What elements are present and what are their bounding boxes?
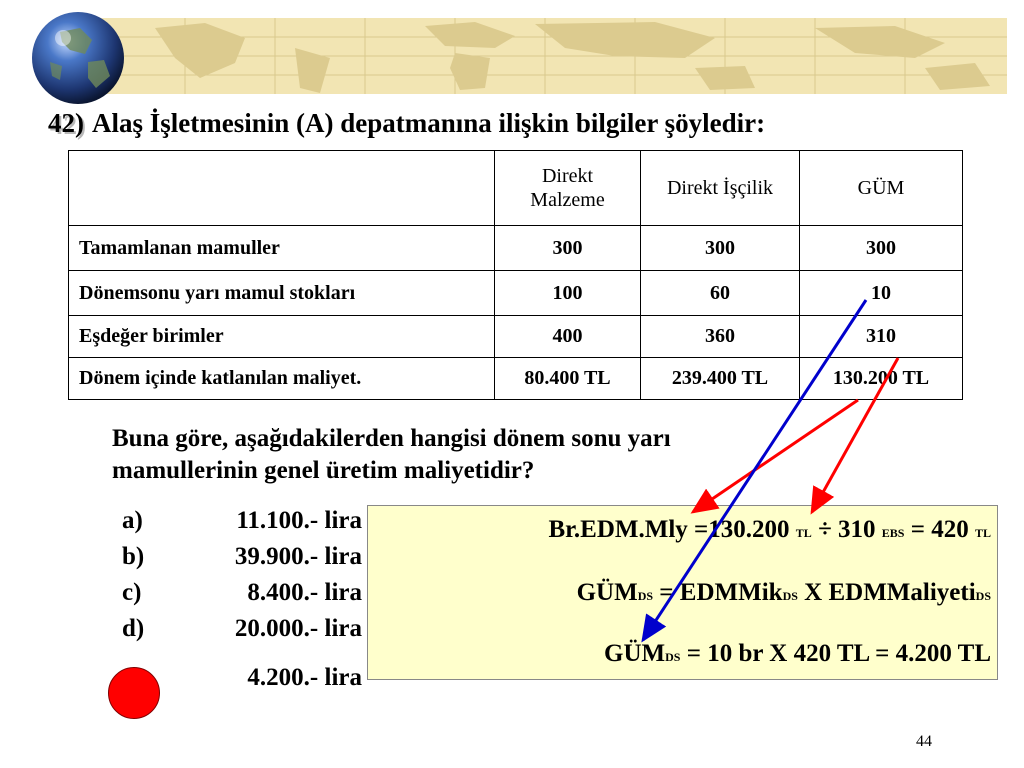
- option-letter: c): [122, 579, 142, 606]
- option-letter: a): [122, 507, 143, 534]
- red-arrow-cost: [693, 400, 858, 512]
- table-cell: 100: [495, 271, 641, 316]
- table-cell: 10: [800, 271, 963, 316]
- calc-text: = EDMMik: [653, 579, 783, 606]
- question-line-2: mamullerinin genel üretim maliyetidir?: [112, 457, 535, 484]
- row-label: Dönemsonu yarı mamul stokları: [69, 271, 495, 316]
- calc-unit: EBS: [881, 526, 905, 540]
- calc-text: = 420: [904, 516, 975, 543]
- table-header: GÜM: [800, 151, 963, 226]
- table-cell: 60: [641, 271, 800, 316]
- calc-subscript: DS: [975, 589, 991, 603]
- title-text: Alaş İşletmesinin (A) depatmanına ilişkin bilgiler şöyledir:: [92, 108, 766, 138]
- option-value: 11.100.- lira: [236, 507, 362, 534]
- calc-text: GÜM: [604, 640, 666, 667]
- calc-subscript: DS: [782, 589, 798, 603]
- row-label: Dönem içinde katlanılan maliyet.: [69, 358, 495, 400]
- calc-text: Br.EDM.Mly =130.200: [548, 516, 796, 543]
- option-value: 20.000.- lira: [234, 615, 362, 642]
- row-label: Tamamlanan mamuller: [69, 226, 495, 271]
- question-number: 42): [48, 108, 84, 138]
- table-header: Direkt İşçilik: [641, 151, 800, 226]
- table-cell: 360: [641, 316, 800, 358]
- option-letter: b): [122, 543, 145, 570]
- red-arrow-units: [812, 358, 898, 512]
- table-header: Direkt Malzeme: [495, 151, 641, 226]
- option-letter: d): [122, 615, 145, 642]
- table-cell: 300: [641, 226, 800, 271]
- page-number: 44: [916, 733, 932, 750]
- calc-subscript: DS: [637, 589, 654, 603]
- question-line-1: Buna göre, aşağıdakilerden hangisi dönem sonu yarı: [112, 425, 671, 452]
- calc-text: GÜM: [576, 579, 638, 606]
- table-cell: 80.400 TL: [495, 358, 641, 400]
- calc-text: = 10 br X 420 TL = 4.200 TL: [680, 640, 991, 667]
- calc-text: X EDMMaliyeti: [797, 579, 976, 606]
- calc-unit: TL: [795, 526, 812, 540]
- table-cell: 310: [800, 316, 963, 358]
- calc-subscript: DS: [665, 650, 681, 664]
- row-label: Eşdeğer birimler: [69, 316, 495, 358]
- option-value: 8.400.- lira: [247, 579, 362, 606]
- option-value: 4.200.- lira: [247, 664, 362, 691]
- table-cell: 239.400 TL: [641, 358, 800, 400]
- calc-unit: TL: [974, 526, 991, 540]
- table-cell: 300: [495, 226, 641, 271]
- option-value: 39.900.- lira: [234, 543, 362, 570]
- table-cell: 300: [800, 226, 963, 271]
- blue-arrow-stock: [643, 300, 866, 640]
- table-cell: 130.200 TL: [800, 358, 963, 400]
- calc-text: ÷ 310: [811, 516, 882, 543]
- table-cell: 400: [495, 316, 641, 358]
